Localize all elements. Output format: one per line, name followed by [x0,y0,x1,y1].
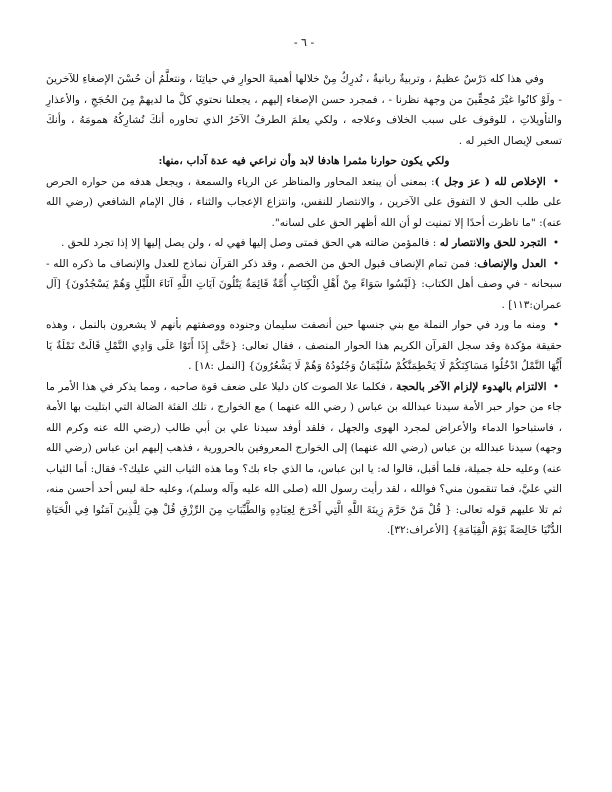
intro-paragraph: وفي هذا كله دَرْسٌ عظيمٌ ، وتربيةٌ ربانيةٌ ، نُدرِكُ مِنْ خلالها أهميةَ الحوارِ في حياتِنَا ، ونتعلَّمُ أن حُسْنَ الإصغاءِ للآخرينَ - ولَوْ كانُوا غيْرَ مُحِقِّينَ من وجهة نظرنا - ، فمجرد حسن الإصغاء إليهم ، يجعلنا نحتوي كلَّ ما لديهمْ مِنَ الحُجَجِ ، والأعذارِ والتأويلاتِ ، للوقوف على سبب الخلاف وعلاجه ، ولكي يعلمَ الطرفُ الآخَرُ الذي تحاوره أنكَ تُشارِكُهُ همومَهُ ، وأنكَ تسعى لإيصال الخير له . [46,73,562,147]
bullet-icon: • [552,257,560,270]
item-term: الإخلاص لله ( عز وجل ) [434,175,546,188]
item-term: العدل والإنصاف [477,257,547,270]
page-number: - ٦ - [293,36,315,49]
item-text: : فمن تمام الإنصاف قبول الحق من الخصم ، وقد ذكر القرآن نماذج للعدل والإنصاف ما ذكره الله - سبحانه - في وصف أهل الكتاب: {لَيْسُوا سَوَاءً مِنْ أَهْلِ الْكِتَابِ أُمَّةٌ قَائِمَةٌ يَتْلُونَ آيَاتِ اللَّهِ آنَاءَ اللَّيْلِ وَهُمْ يَسْجُدُونَ} [آل عمران:١١٣] . [46,257,562,311]
item-text: ، فكلما علا الصوت كان دليلا على ضعف قوة صاحبه ، ومما يذكر في هذا الأمر ما جاء من حوار حبر الأمة سيدنا عبدالله بن عباس ( رضي الله عنهما ) مع الخوارج ، تلك الفئة الضالة التي ابتليت بها الأمة ، فاستباحوا الدماء والأعراض لمجرد الهوى والجهل ، فلقد أوفد سيدنا علي بن أبي طالب (رضي الله عنه وكرم الله وجهه) سيدنا عبدالله بن عباس (رضي الله عنهما) إلى الخوارج المعروفين بالحرورية ، فذهب إليهم ابن عباس (رضي الله عنه) وعليه حلة جميلة، فلما أقبل، قالوا له: يا ابن عباس، ما الذي جاء بك؟ وما هذه الثياب التي عليك؟- فقال: أما الثياب التي عليَّ، فما تنقمون مني؟ فوالله ، لقد رأيت رسول الله (صلى الله عليه وآله وسلم)، وعليه حلة ليس أحد أحسن منه، ثم تلا عليهم قوله تعالى: { قُلْ مَنْ حَرَّمَ زِينَةَ اللَّهِ الَّتِي أَخْرَجَ لِعِبَادِهِ وَالطَّيِّبَاتِ مِنَ الرِّزْقِ قُلْ هِيَ لِلَّذِينَ آمَنُوا فِي الْحَيَاةِ الدُّنْيَا خَالِصَةً يَوْمَ الْقِيَامَةِ} [الأعراف:٣٢]. [46,380,562,536]
item-text: : بمعنى أن يبتعد المحاور والمناظر عن الرياء والسمعة ، ويجعل هدفه من حواره الحرص على طلب الحق لا التفوق على الآخرين ، والانتصار للنفس، وانتزاع الإعجاب والثناء ، قال الإمام الشافعي (رضي الله عنه): "ما ناظرت أحدًا إلا تمنيت لو أن الله أظهر الحق على لسانه". [46,175,562,229]
bullet-icon: • [552,237,560,249]
bullet-icon: • [552,175,560,188]
list-item [46,233,562,254]
list-item [46,172,562,234]
list-item [46,377,562,541]
list-item [46,254,562,316]
bullet-icon: • [552,380,560,393]
item-text: : فالمؤمن ضالته هي الحق فمتى وصل إليها فهي له ، ولن يصل إليها إلا إذا تجرد للحق . [61,237,440,249]
bullet-icon: • [552,319,560,331]
page-content [46,69,562,541]
list-item [46,315,562,377]
section-heading: ولكي يكون حوارنا مثمرا هادفا لابد وأن نراعي فيه عدة آداب ،منها: [158,155,450,167]
item-text: ومنه ما ورد في حوار النملة مع بني جنسها حين أنصفت سليمان وجنوده ووصفتهم بأنهم لا يشعرون بالنمل ، وهذه حقيقة مؤكدة وقد سجل القرآن الكريم هذا الحوار المنصف ، فقال تعالى: {حَتَّى إِذَا أَتَوْا عَلَى وَادِي النَّمْلِ قَالَتْ نَمْلَةٌ يَا أَيُّهَا النَّمْلُ ادْخُلُوا مَسَاكِنَكُمْ لَا يَحْطِمَنَّكُمْ سُلَيْمَانُ وَجُنُودُهُ وَهُمْ لَا يَشْعُرُونَ} [النمل :١٨] . [46,319,562,372]
item-term: الالتزام بالهدوء لإلزام الآخر بالحجة [396,380,547,393]
item-term: التجرد للحق والانتصار له [439,237,547,249]
